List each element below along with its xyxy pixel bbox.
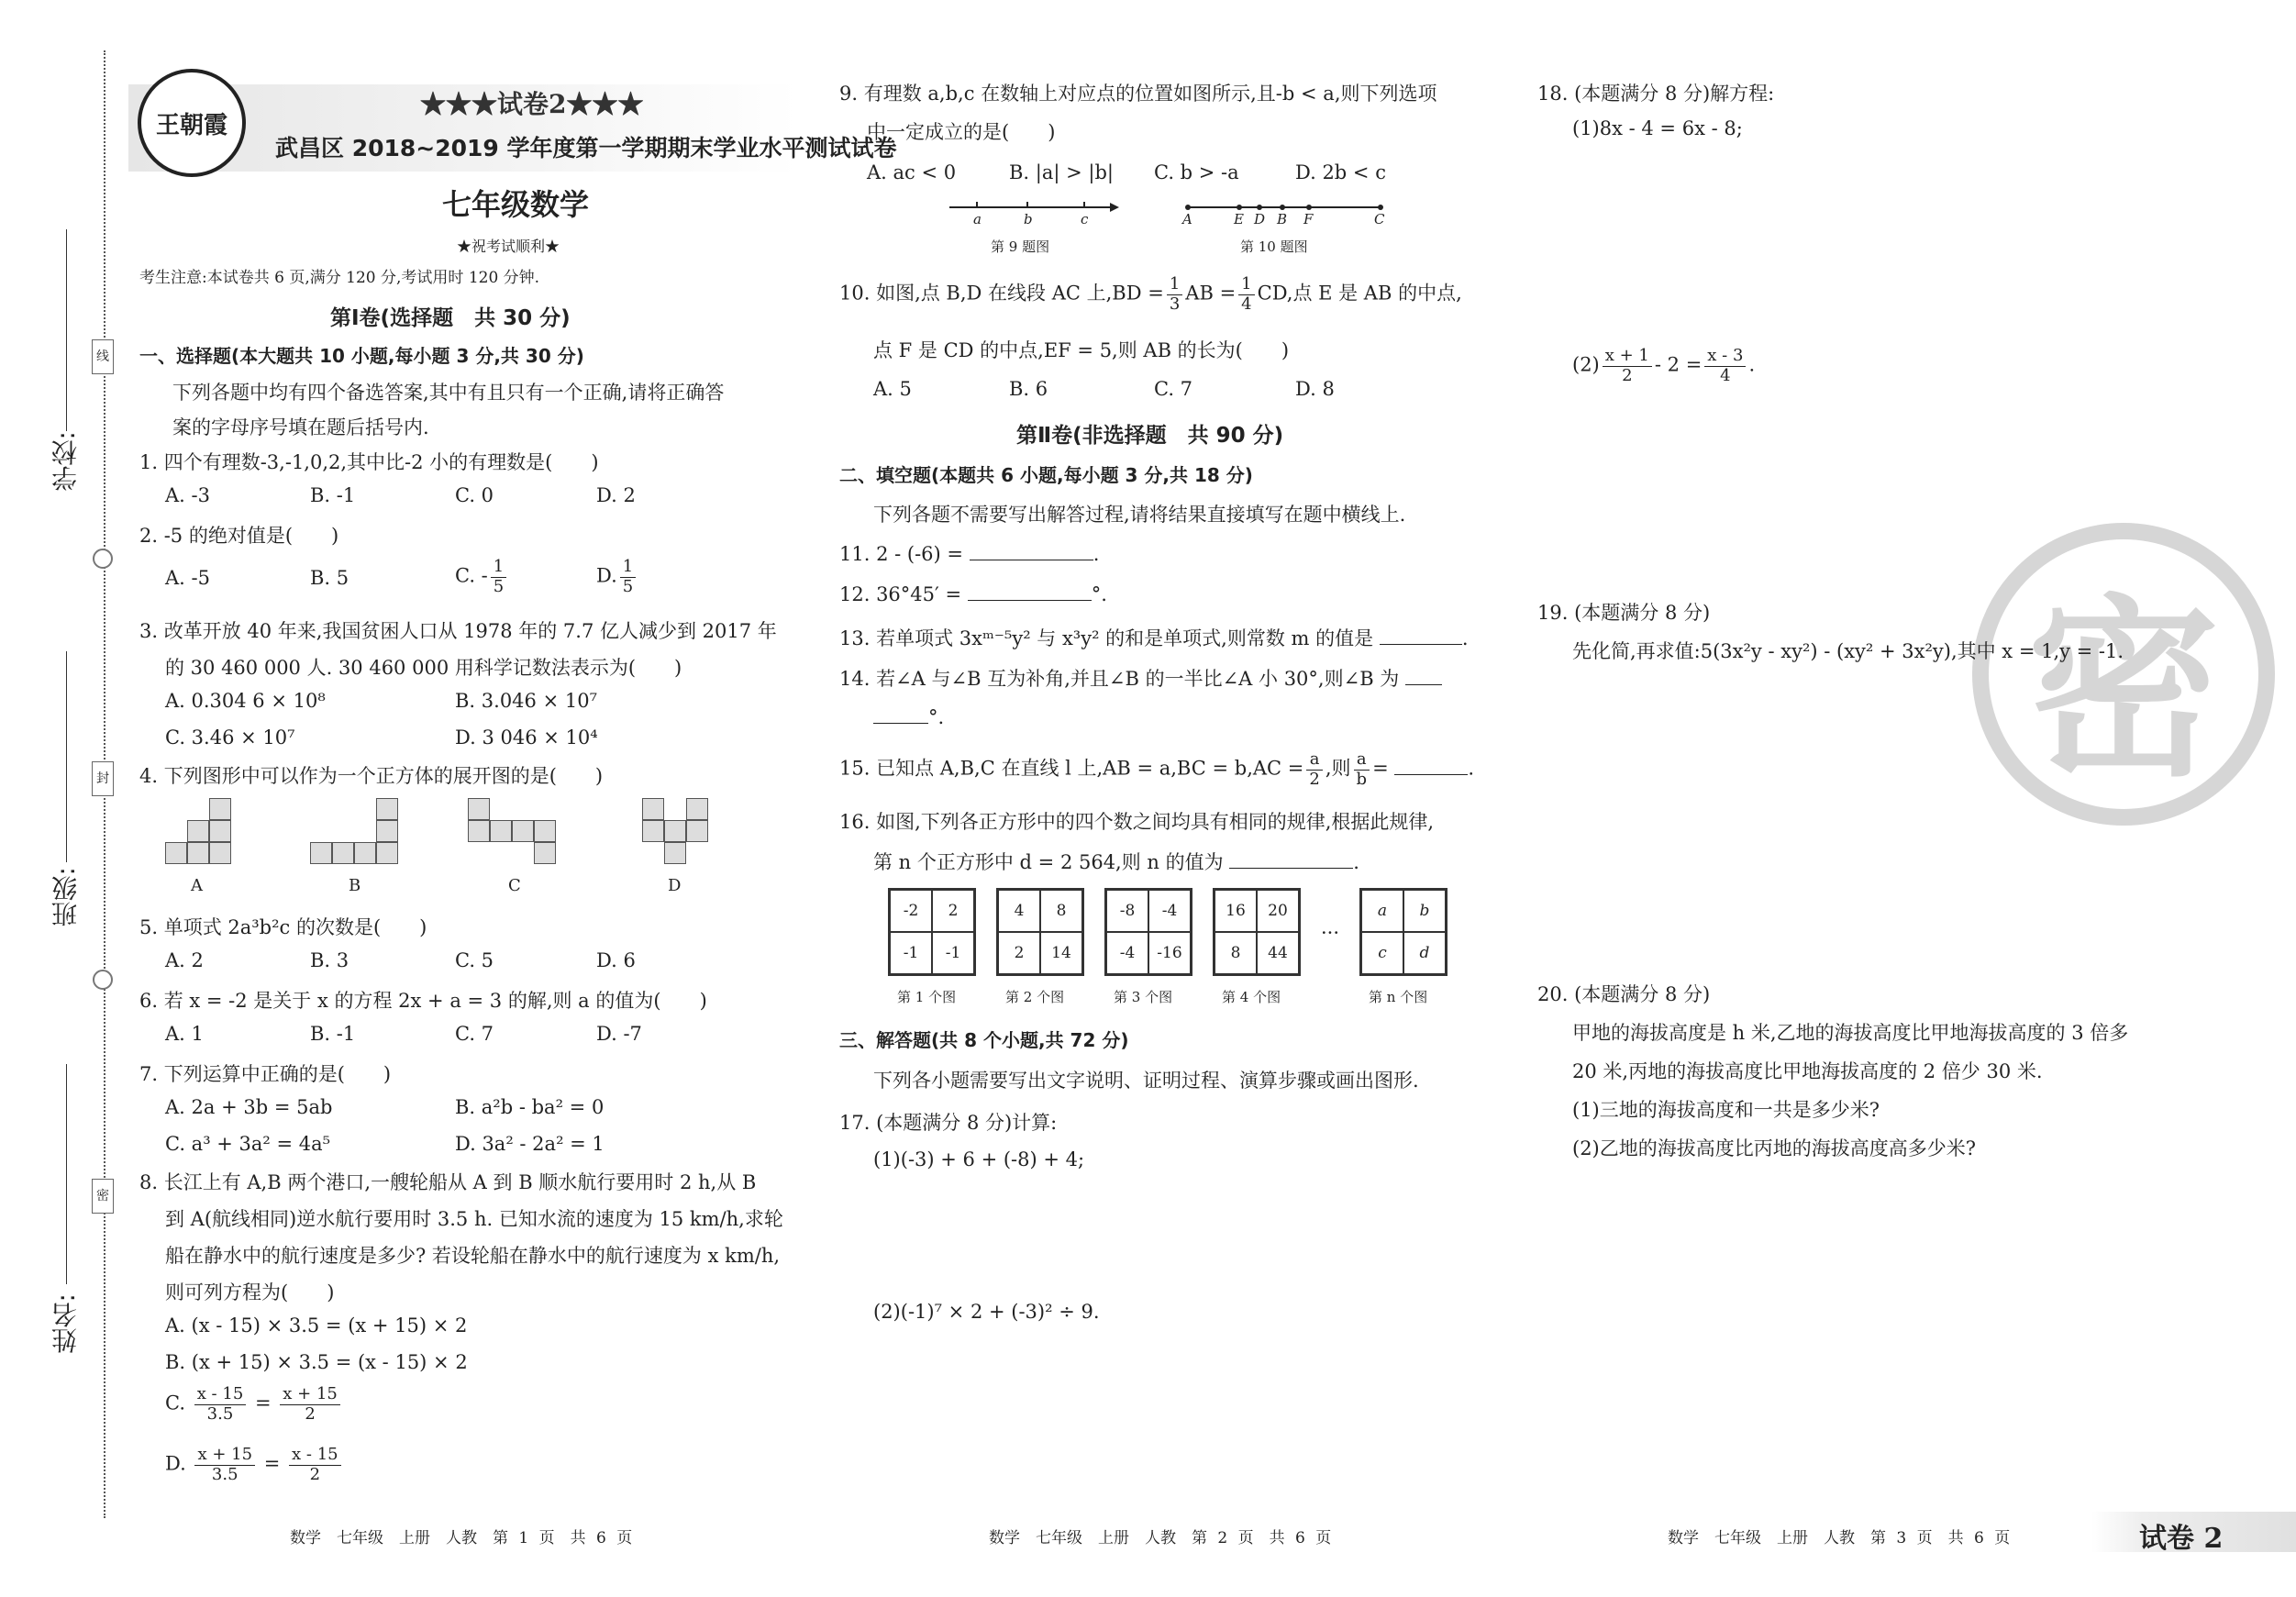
square-cell: 20 xyxy=(1257,890,1299,932)
section3-instruction: 下列各小题需要写出文字说明、证明过程、演算步骤或画出图形. xyxy=(873,1070,1419,1092)
footer-badge-text: 试卷 2 xyxy=(2139,1523,2224,1555)
question-20-text: 甲地的海拔高度是 h 米,乙地的海拔高度比甲地海拔高度的 3 倍多 xyxy=(1572,1022,2129,1044)
part1-title: 第Ⅰ卷(选择题 共 30 分) xyxy=(330,306,571,330)
fraction: $\frac{1}{5}$ xyxy=(491,558,506,596)
question-20-text: 20 米,丙地的海拔高度比甲地海拔高度的 2 倍少 30 米. xyxy=(1572,1060,2043,1082)
fraction: $\frac{x - 15}{2}$ xyxy=(289,1446,341,1484)
q2-option-d xyxy=(596,558,638,596)
class-label: 班级: xyxy=(50,867,81,927)
fig9-label-c: c xyxy=(1081,211,1089,227)
fig10-label-e: E xyxy=(1234,211,1244,227)
answer-blank[interactable] xyxy=(1229,851,1353,869)
ellipsis: ··· xyxy=(1321,922,1340,944)
section1-instruction: 案的字母序号填在题后括号内. xyxy=(172,416,429,438)
q5-option-d: D. 6 xyxy=(596,949,636,971)
question-3-cont: 的 30 460 000 人. 30 460 000 用科学记数法表示为( ) xyxy=(165,657,682,679)
fig9-label-a: a xyxy=(973,211,982,227)
logo-text: 王朝霞 xyxy=(155,111,227,139)
question-18: 18. (本题满分 8 分)解方程: xyxy=(1537,83,1775,105)
fig9-caption: 第 9 题图 xyxy=(991,238,1050,255)
fig10-caption: 第 10 题图 xyxy=(1240,238,1308,255)
q1-option-c: C. 0 xyxy=(455,484,494,506)
pattern-square-n xyxy=(1359,888,1447,976)
q7-option-d: D. 3a² - 2a² = 1 xyxy=(455,1133,605,1155)
answer-blank[interactable] xyxy=(873,706,928,724)
seal-mark-mi: 密 xyxy=(92,1179,114,1214)
fraction: $\frac{1}{3}$ xyxy=(1167,275,1182,314)
paper-label: ★★★试卷2★★★ xyxy=(420,89,644,119)
school-field[interactable] xyxy=(66,229,67,431)
question-15: 15. 已知点 A,B,C 在直线 l 上,AB = a,BC = b,AC = $\frac{a}{2}$ ,则 $\frac{a}{b}$ = . xyxy=(839,749,1475,789)
question-16: 16. 如图,下列各正方形中的四个数之间均具有相同的规律,根据此规律, xyxy=(839,811,1435,833)
option-label: D. xyxy=(165,1452,186,1475)
cube-net-label-d: D xyxy=(668,876,682,895)
question-4: 4. 下列图形中可以作为一个正方体的展开图的是( ) xyxy=(139,765,604,787)
fig10-label-f: F xyxy=(1303,211,1314,227)
question-3: 3. 改革开放 40 年来,我国贫困人口从 1978 年的 7.7 亿人减少到 2017 年 xyxy=(139,620,777,642)
wish-text: ★祝考试顺利★ xyxy=(457,238,560,255)
square-cell: -2 xyxy=(890,890,932,932)
fig10-label-c: C xyxy=(1374,211,1385,227)
square-cell: c xyxy=(1361,932,1403,974)
q5-option-a: A. 2 xyxy=(165,949,204,971)
answer-blank[interactable] xyxy=(970,543,1093,560)
square-cell: -4 xyxy=(1148,890,1191,932)
q8-option-c xyxy=(165,1385,343,1424)
q7-option-a: A. 2a + 3b = 5ab xyxy=(165,1096,333,1118)
q10-text: 10. 如图,点 B,D 在线段 AC 上,BD = xyxy=(839,282,1164,305)
question-7: 7. 下列运算中正确的是( ) xyxy=(139,1063,392,1085)
question-10 xyxy=(839,275,1462,314)
square-cell: 2 xyxy=(998,932,1040,974)
question-17: 17. (本题满分 8 分)计算: xyxy=(839,1112,1058,1134)
logo-seal xyxy=(138,69,246,177)
q10-option-c: C. 7 xyxy=(1154,378,1193,400)
q1-option-d: D. 2 xyxy=(596,484,636,506)
q8-option-d xyxy=(165,1446,344,1484)
exam-title: 武昌区 2018~2019 学年度第一学期期末学业水平测试试卷 xyxy=(275,135,897,161)
q9-option-c: C. b > -a xyxy=(1154,161,1239,183)
question-19-text: 先化简,再求值:5(3x²y - xy²) - (xy² + 3x²y),其中 x = 1,y = -1. xyxy=(1572,640,2124,662)
square-cell: -8 xyxy=(1106,890,1148,932)
q2-option-c-label: C. - xyxy=(455,564,488,587)
answer-blank[interactable] xyxy=(1394,758,1468,775)
question-14-cont xyxy=(873,706,944,728)
q18-text: - 2 = xyxy=(1654,353,1703,376)
question-17-part1: (1)(-3) + 6 + (-8) + 4; xyxy=(873,1148,1085,1170)
fig9-label-b: b xyxy=(1024,211,1033,227)
cube-net-label-c: C xyxy=(508,876,521,895)
question-13: 13. 若单项式 3xᵐ⁻⁵y² 与 x³y² 的和是单项式,则常数 m 的值是 . xyxy=(839,627,1469,649)
q6-option-d: D. -7 xyxy=(596,1023,642,1045)
fraction: $\frac{a}{2}$ xyxy=(1306,750,1322,789)
q6-option-b: B. -1 xyxy=(310,1023,356,1045)
q2-option-a: A. -5 xyxy=(165,567,210,589)
q11-text: 11. 2 - (-6) = xyxy=(839,543,963,565)
subject-title: 七年级数学 xyxy=(442,187,590,222)
square-cell: 44 xyxy=(1257,932,1299,974)
square-caption: 第 2 个图 xyxy=(1005,989,1065,1005)
question-20: 20. (本题满分 8 分) xyxy=(1537,983,1711,1005)
q5-option-b: B. 3 xyxy=(310,949,349,971)
square-cell: -1 xyxy=(932,932,974,974)
q15-text: 15. 已知点 A,B,C 在直线 l 上,AB = a,BC = b,AC = xyxy=(839,757,1304,780)
class-field[interactable] xyxy=(66,651,67,862)
footer-page-1: 数学 七年级 上册 人教 第 1 页 共 6 页 xyxy=(290,1529,633,1547)
q13-text: 13. 若单项式 3xᵐ⁻⁵y² 与 x³y² 的和是单项式,则常数 m 的值是 xyxy=(839,627,1374,649)
q2-option-b: B. 5 xyxy=(310,567,349,589)
q15-text: ,则 xyxy=(1325,757,1351,780)
section2-heading: 二、填空题(本题共 6 小题,每小题 3 分,共 18 分) xyxy=(839,464,1253,486)
fig10-label-a: A xyxy=(1182,211,1192,227)
square-cell: 14 xyxy=(1040,932,1082,974)
seal-ring-icon xyxy=(93,970,113,990)
seal-mark-xian: 线 xyxy=(92,339,114,374)
pattern-square-1 xyxy=(888,888,976,976)
q10-option-a: A. 5 xyxy=(873,378,912,400)
question-8-cont: 到 A(航线相同)逆水航行要用时 3.5 h. 已知水流的速度为 15 km/h,求轮 xyxy=(165,1208,783,1230)
pattern-square-3 xyxy=(1104,888,1192,976)
q3-option-c: C. 3.46 × 10⁷ xyxy=(165,726,295,749)
question-18-part2 xyxy=(1572,347,1755,385)
q18-label: (2) xyxy=(1572,353,1600,376)
square-cell: 4 xyxy=(998,890,1040,932)
q2-option-c xyxy=(455,558,509,596)
square-cell: -4 xyxy=(1106,932,1148,974)
part2-title: 第Ⅱ卷(非选择题 共 90 分) xyxy=(1016,424,1284,448)
square-caption: 第 1 个图 xyxy=(897,989,957,1005)
square-cell: 8 xyxy=(1040,890,1082,932)
q14-tail: °. xyxy=(928,706,945,728)
question-10-cont: 点 F 是 CD 的中点,EF = 5,则 AB 的长为( ) xyxy=(873,339,1290,361)
footer-badge xyxy=(2091,1512,2296,1555)
cube-net-label-a: A xyxy=(191,876,203,895)
fraction: $\frac{x + 15}{3.5}$ xyxy=(194,1446,255,1484)
square-cell: 2 xyxy=(932,890,974,932)
question-8-cont: 则可列方程为( ) xyxy=(165,1281,335,1303)
fraction: $\frac{x - 3}{4}$ xyxy=(1704,347,1746,385)
answer-blank[interactable] xyxy=(1405,668,1442,685)
name-field[interactable] xyxy=(66,1064,67,1284)
q1-option-b: B. -1 xyxy=(310,484,356,506)
q7-option-b: B. a²b - ba² = 0 xyxy=(455,1096,605,1118)
fraction: $\frac{x - 15}{3.5}$ xyxy=(194,1385,247,1424)
q16-text: 第 n 个正方形中 d = 2 564,则 n 的值为 xyxy=(873,851,1224,873)
fraction: $\frac{x + 15}{2}$ xyxy=(280,1385,340,1424)
name-label: 姓名: xyxy=(50,1293,81,1354)
q9-option-b: B. |a| > |b| xyxy=(1009,161,1114,183)
question-11: 11. 2 - (-6) = . xyxy=(839,543,1100,565)
q6-option-a: A. 1 xyxy=(165,1023,204,1045)
q7-option-c: C. a³ + 3a² = 4a⁵ xyxy=(165,1133,331,1155)
fraction: $\frac{1}{4}$ xyxy=(1238,275,1254,314)
fraction: $\frac{1}{5}$ xyxy=(620,558,636,596)
q14-text: 14. 若∠A 与∠B 互为补角,并且∠B 的一半比∠A 小 30°,则∠B 为 xyxy=(839,668,1400,690)
question-16-cont: 第 n 个正方形中 d = 2 564,则 n 的值为 . xyxy=(873,851,1359,873)
fraction: $\frac{a}{b}$ xyxy=(1354,750,1370,789)
square-cell: 16 xyxy=(1215,890,1257,932)
q12-text: 12. 36°45′ = xyxy=(839,583,962,605)
q1-option-a: A. -3 xyxy=(165,484,210,506)
question-9-cont: 中一定成立的是( ) xyxy=(867,121,1056,143)
question-2: 2. -5 的绝对值是( ) xyxy=(139,525,339,547)
q15-text: = xyxy=(1372,757,1389,780)
footer-page-3: 数学 七年级 上册 人教 第 3 页 共 6 页 xyxy=(1668,1529,2011,1547)
fraction: $\frac{x + 1}{2}$ xyxy=(1603,347,1652,385)
q12-tail: °. xyxy=(1091,583,1107,605)
footer-page-2: 数学 七年级 上册 人教 第 2 页 共 6 页 xyxy=(989,1529,1332,1547)
seal-mark-feng: 封 xyxy=(92,761,114,796)
question-19: 19. (本题满分 8 分) xyxy=(1537,602,1711,624)
square-cell: b xyxy=(1403,890,1446,932)
equals: = xyxy=(254,1392,272,1414)
q8-option-a: A. (x - 15) × 3.5 = (x + 15) × 2 xyxy=(165,1314,468,1336)
question-5: 5. 单项式 2a³b²c 的次数是( ) xyxy=(139,916,427,938)
square-cell: a xyxy=(1361,890,1403,932)
stamp-glyph: 密 xyxy=(2026,578,2220,803)
answer-blank[interactable] xyxy=(968,583,1092,601)
square-caption: 第 n 个图 xyxy=(1369,989,1428,1005)
question-6: 6. 若 x = -2 是关于 x 的方程 2x + a = 3 的解,则 a 的值为( ) xyxy=(139,990,707,1012)
question-1: 1. 四个有理数-3,-1,0,2,其中比-2 小的有理数是( ) xyxy=(139,451,599,473)
q10-text: AB = xyxy=(1185,282,1237,305)
fig10-label-b: B xyxy=(1277,211,1288,227)
section2-instruction: 下列各题不需要写出解答过程,请将结果直接填写在题中横线上. xyxy=(873,504,1406,526)
square-caption: 第 3 个图 xyxy=(1114,989,1173,1005)
square-cell: -1 xyxy=(890,932,932,974)
notice-text: 考生注意:本试卷共 6 页,满分 120 分,考试用时 120 分钟. xyxy=(139,269,540,287)
question-20-part2: (2)乙地的海拔高度比丙地的海拔高度高多少米? xyxy=(1572,1137,1977,1159)
question-18-part1: (1)8x - 4 = 6x - 8; xyxy=(1572,117,1743,139)
question-12 xyxy=(839,583,1107,605)
question-14 xyxy=(839,664,1442,692)
question-9: 9. 有理数 a,b,c 在数轴上对应点的位置如图所示,且-b < a,则下列选项 xyxy=(839,83,1437,105)
section1-heading: 一、选择题(本大题共 10 小题,每小题 3 分,共 30 分) xyxy=(139,345,584,367)
cube-net-label-b: B xyxy=(349,876,361,895)
square-cell: 8 xyxy=(1215,932,1257,974)
question-17-part2: (2)(-1)⁷ × 2 + (-3)² ÷ 9. xyxy=(873,1301,1100,1323)
q5-option-c: C. 5 xyxy=(455,949,494,971)
question-8-cont: 船在静水中的航行速度是多少? 若设轮船在静水中的航行速度为 x km/h, xyxy=(165,1245,781,1267)
seal-ring-icon xyxy=(93,549,113,569)
square-cell: d xyxy=(1403,932,1446,974)
section3-heading: 三、解答题(共 8 个小题,共 72 分) xyxy=(839,1029,1129,1051)
q3-option-a: A. 0.304 6 × 10⁸ xyxy=(165,690,326,712)
pattern-square-4 xyxy=(1213,888,1301,976)
q8-option-b: B. (x + 15) × 3.5 = (x - 15) × 2 xyxy=(165,1351,468,1373)
confidential-stamp xyxy=(1972,523,2275,826)
q6-option-c: C. 7 xyxy=(455,1023,494,1045)
q10-option-d: D. 8 xyxy=(1295,378,1335,400)
pattern-square-2 xyxy=(996,888,1084,976)
q10-text: CD,点 E 是 AB 的中点, xyxy=(1257,282,1462,305)
section1-instruction: 下列各题中均有四个备选答案,其中有且只有一个正确,请将正确答 xyxy=(172,382,725,404)
q3-option-b: B. 3.046 × 10⁷ xyxy=(455,690,597,712)
q3-option-d: D. 3 046 × 10⁴ xyxy=(455,726,598,749)
q18-tail: . xyxy=(1748,353,1756,376)
answer-blank[interactable] xyxy=(1380,627,1462,645)
q9-option-d: D. 2b < c xyxy=(1295,161,1386,183)
school-label: 学校: xyxy=(50,431,81,492)
q9-option-a: A. ac < 0 xyxy=(867,161,957,183)
question-20-part1: (1)三地的海拔高度和一共是多少米? xyxy=(1572,1099,1880,1121)
question-8: 8. 长江上有 A,B 两个港口,一艘轮船从 A 到 B 顺水航行要用时 2 h,从 B xyxy=(139,1171,757,1193)
q10-option-b: B. 6 xyxy=(1009,378,1048,400)
fig10-label-d: D xyxy=(1254,211,1266,227)
equals: = xyxy=(263,1452,281,1475)
square-caption: 第 4 个图 xyxy=(1222,989,1281,1005)
square-cell: -16 xyxy=(1148,932,1191,974)
option-label: C. xyxy=(165,1392,185,1414)
q2-option-d-label: D. xyxy=(596,564,617,587)
